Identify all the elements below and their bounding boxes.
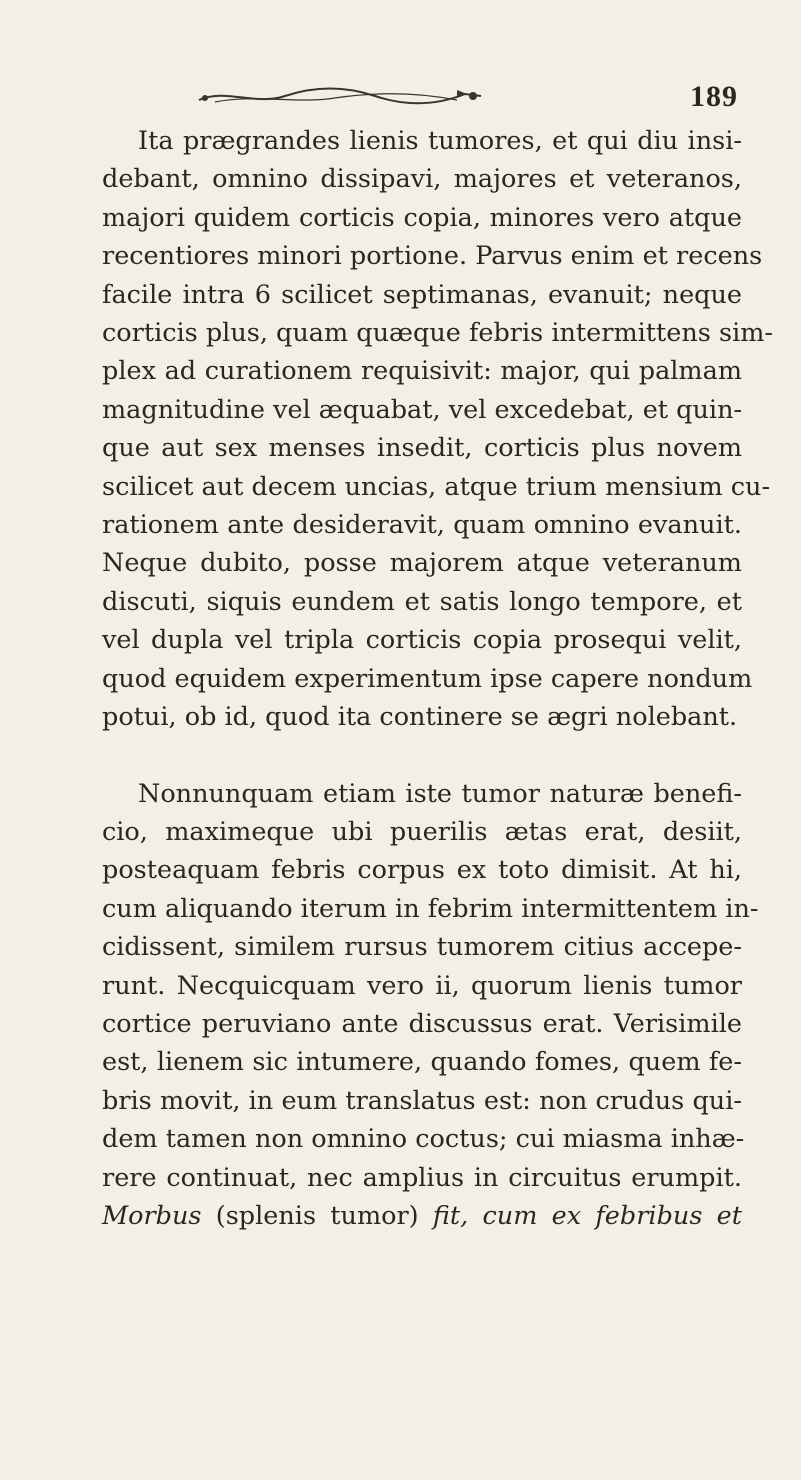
text-line: cio, maximeque ubi puerilis ætas erat, desiit, [102,816,742,847]
text-line: discuti, siquis eundem et satis longo tempore, et [102,586,742,617]
text-line: potui, ob id, quod ita continere se ægri nolebant. [102,702,738,733]
paragraph-gap [102,737,742,775]
text-line: magnitudine vel æquabat, vel excedebat, et quin- [102,394,743,425]
paragraph-2 [102,775,759,1236]
text-line: Ita prægrandes lienis tumores, et qui diu insi- [138,126,742,156]
text-line: cortice peruviano ante discussus erat. Verisimile [102,1008,742,1039]
text-line: quod equidem experimentum ipse capere nondum [102,663,753,694]
text-line: cum aliquando iterum in febrim intermittentem in- [102,893,759,924]
text-line: majori quidem corticis copia, minores vero atque [102,202,742,233]
text-line: cidissent, similem rursus tumorem citius accepe- [102,932,742,963]
text-line: Nonnunquam etiam iste tumor naturæ benefi- [138,778,742,809]
text-line: rere continuat, nec amplius in circuitus erumpit. [102,1162,742,1193]
decorative-headpiece-icon [195,84,485,108]
text-line: Neque dubito, posse majorem atque veteranum [102,548,742,579]
text-line: scilicet aut decem uncias, atque trium mensium cu- [102,471,771,502]
text-line: posteaquam febris corpus ex toto dimisit. At hi, [102,855,742,886]
page-number: 189 [690,80,738,113]
page-header [0,72,801,122]
text-line: facile intra 6 scilicet septimanas, evanuit; neque [102,279,742,310]
final-text-line [102,1197,742,1235]
text-line: recentiores minori portione. Parvus enim et recens [102,241,763,272]
body-text [102,122,774,1235]
roman-phrase: (splenis tumor) [201,1200,433,1231]
italic-phrase: fit, cum ex febribus et [432,1200,742,1231]
text-line: que aut sex menses insedit, corticis plus novem [102,433,742,464]
text-line: vel dupla vel tripla corticis copia prosequi velit, [102,625,742,656]
text-line: dem tamen non omnino coctus; cui miasma inhæ- [102,1124,745,1155]
paragraph-1 [102,122,774,737]
text-line: rationem ante desideravit, quam omnino evanuit. [102,510,742,541]
text-line: debant, omnino dissipavi, majores et veteranos, [102,164,742,195]
text-line: corticis plus, quam quæque febris intermittens sim- [102,318,774,349]
text-line: est, lienem sic intumere, quando fomes, quem fe- [102,1047,742,1078]
text-line: bris movit, in eum translatus est: non crudus qui- [102,1085,742,1116]
italic-term-morbus: Morbus [102,1200,202,1231]
text-line: runt. Necquicquam vero ii, quorum lienis tumor [102,970,742,1001]
text-line: plex ad curationem requisivit: major, qui palmam [102,356,742,387]
